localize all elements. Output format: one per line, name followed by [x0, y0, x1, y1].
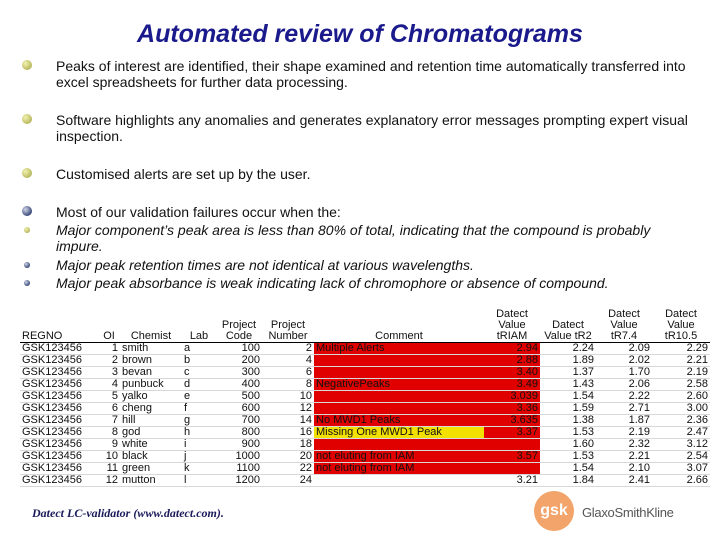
table-cell: 1200	[216, 475, 262, 487]
table-cell: 3.57	[484, 451, 540, 463]
table-cell	[314, 403, 484, 415]
table-cell: 11	[98, 463, 120, 475]
table-cell: GSK123456	[20, 451, 98, 463]
col-header: Project Code	[216, 306, 262, 343]
bullet-icon	[22, 206, 32, 216]
table-cell: No MWD1 Peaks	[314, 415, 484, 427]
table-cell: a	[182, 343, 216, 355]
table-cell: 2.60	[652, 391, 710, 403]
table-cell: 1.43	[540, 379, 596, 391]
table-cell: 3.039	[484, 391, 540, 403]
bullet-text-1: Peaks of interest are identified, their shape examined and retention time automatically transferred into excel spreadsheets for further data processing.	[56, 58, 686, 90]
col-header: Lab	[182, 306, 216, 343]
sub-bullet-icon	[24, 262, 30, 268]
table-cell: GSK123456	[20, 463, 98, 475]
table-cell: GSK123456	[20, 439, 98, 451]
table-cell: 2.19	[596, 427, 652, 439]
table-cell: 4	[262, 355, 314, 367]
table-cell: 12	[262, 403, 314, 415]
table-row	[20, 403, 710, 415]
table-cell	[314, 475, 484, 487]
bullet-text-2: Software highlights any anomalies and generates explanatory error messages prompting expert visual inspection.	[56, 112, 688, 144]
table-cell: 400	[216, 379, 262, 391]
table-cell: f	[182, 403, 216, 415]
col-header: OI	[98, 306, 120, 343]
table-cell: god	[120, 427, 182, 439]
table-cell: 2.94	[484, 343, 540, 355]
sub-bullet-text-1: Major component’s peak area is less than 80% of total, indicating that the compound is probably impure.	[56, 222, 651, 254]
table-cell: 2.54	[652, 451, 710, 463]
table-cell: punbuck	[120, 379, 182, 391]
table-row	[20, 463, 710, 475]
table-cell: b	[182, 355, 216, 367]
table-cell: GSK123456	[20, 391, 98, 403]
table-cell: 1.37	[540, 367, 596, 379]
table-cell: 3.40	[484, 367, 540, 379]
table-cell: Missing One MWD1 Peak	[314, 427, 484, 439]
table-cell: 2.21	[652, 355, 710, 367]
table-cell: 3.49	[484, 379, 540, 391]
table-cell: smith	[120, 343, 182, 355]
table-cell: GSK123456	[20, 415, 98, 427]
table-cell: 10	[262, 391, 314, 403]
table-row	[20, 391, 710, 403]
table-cell: 1.53	[540, 451, 596, 463]
table-cell: black	[120, 451, 182, 463]
table-cell: 200	[216, 355, 262, 367]
table-cell: 600	[216, 403, 262, 415]
table-cell: h	[182, 427, 216, 439]
bullet-text-3: Customised alerts are set up by the user.	[56, 166, 311, 182]
table-cell	[314, 367, 484, 379]
table-cell	[314, 355, 484, 367]
table-cell: 14	[262, 415, 314, 427]
table-cell: 6	[262, 367, 314, 379]
table-cell: bevan	[120, 367, 182, 379]
table-cell: j	[182, 451, 216, 463]
table-cell: GSK123456	[20, 475, 98, 487]
table-cell: 1.87	[596, 415, 652, 427]
table-cell: 1.84	[540, 475, 596, 487]
table-cell: 6	[98, 403, 120, 415]
table-cell: 8	[98, 427, 120, 439]
table-cell: 700	[216, 415, 262, 427]
col-header: Datect Value tR7.4	[596, 306, 652, 343]
col-header: Project Number	[262, 306, 314, 343]
table-cell: GSK123456	[20, 379, 98, 391]
table-cell: 2.09	[596, 343, 652, 355]
col-header: Datect Value tR10.5	[652, 306, 710, 343]
sub-bullet-icon	[24, 227, 30, 233]
table-cell: 100	[216, 343, 262, 355]
table-cell: 300	[216, 367, 262, 379]
table-row	[20, 439, 710, 451]
table-cell: d	[182, 379, 216, 391]
table-cell: g	[182, 415, 216, 427]
table-cell: 1.53	[540, 427, 596, 439]
sub-bullet-text-3: Major peak absorbance is weak indicating lack of chromophore or absence of compound.	[56, 275, 609, 291]
bullet-icon	[22, 168, 32, 178]
table-cell: 7	[98, 415, 120, 427]
table-cell: 1.54	[540, 463, 596, 475]
table-cell: 2.29	[652, 343, 710, 355]
table-cell: 1	[98, 343, 120, 355]
gsk-logo-icon: gsk	[534, 491, 574, 531]
table-cell: 18	[262, 439, 314, 451]
table-cell: i	[182, 439, 216, 451]
table-cell: 3.21	[484, 475, 540, 487]
table-cell: e	[182, 391, 216, 403]
table-cell: 4	[98, 379, 120, 391]
table-cell: 12	[98, 475, 120, 487]
table-row	[20, 475, 710, 487]
table-row	[20, 367, 710, 379]
table-cell: 24	[262, 475, 314, 487]
table-cell: 2	[98, 355, 120, 367]
table-cell: 10	[98, 451, 120, 463]
table-cell: 9	[98, 439, 120, 451]
table-cell: Multiple Alerts	[314, 343, 484, 355]
table-cell: brown	[120, 355, 182, 367]
table-cell: 1000	[216, 451, 262, 463]
table-cell: green	[120, 463, 182, 475]
table-cell: 3.37	[484, 427, 540, 439]
table-cell: 3.00	[652, 403, 710, 415]
table-row	[20, 415, 710, 427]
table-cell: 16	[262, 427, 314, 439]
col-header: Comment	[314, 306, 484, 343]
table-body	[20, 343, 710, 487]
table-cell: 5	[98, 391, 120, 403]
bullet-icon	[22, 114, 32, 124]
table-cell: yalko	[120, 391, 182, 403]
table-cell: white	[120, 439, 182, 451]
table-row	[20, 343, 710, 355]
table-cell: 800	[216, 427, 262, 439]
table-cell: l	[182, 475, 216, 487]
table-cell: 2.19	[652, 367, 710, 379]
table-cell: 2.24	[540, 343, 596, 355]
table-row	[20, 379, 710, 391]
table-cell: GSK123456	[20, 367, 98, 379]
table-cell	[484, 463, 540, 475]
table-cell: GSK123456	[20, 343, 98, 355]
bullet-text-4: Most of our validation failures occur when the:	[56, 204, 341, 220]
table-cell: 2.41	[596, 475, 652, 487]
col-header: REGNO	[20, 306, 98, 343]
sub-bullet-icon	[24, 280, 30, 286]
table-cell: 2.22	[596, 391, 652, 403]
table-cell: 2.06	[596, 379, 652, 391]
table-cell: 2.32	[596, 439, 652, 451]
table-cell: 1.70	[596, 367, 652, 379]
col-header: Chemist	[120, 306, 182, 343]
table-cell: 2.10	[596, 463, 652, 475]
table-cell: 3	[98, 367, 120, 379]
table-cell: 1.38	[540, 415, 596, 427]
table-cell: 1.89	[540, 355, 596, 367]
results-spreadsheet	[20, 306, 710, 489]
company-name: GlaxoSmithKline	[582, 505, 674, 520]
table-cell: 2	[262, 343, 314, 355]
table-cell: 3.07	[652, 463, 710, 475]
table-cell: 3.635	[484, 415, 540, 427]
slide-title: Automated review of Chromatograms	[137, 20, 583, 48]
table-cell: 2.21	[596, 451, 652, 463]
col-header: Datect Value tRIAM	[484, 306, 540, 343]
table-cell	[314, 439, 484, 451]
table-cell	[314, 391, 484, 403]
results-table	[20, 306, 710, 487]
table-cell: 2.71	[596, 403, 652, 415]
table-cell: 900	[216, 439, 262, 451]
table-cell: 2.88	[484, 355, 540, 367]
table-row	[20, 427, 710, 439]
table-cell: 2.58	[652, 379, 710, 391]
table-cell: k	[182, 463, 216, 475]
table-cell: GSK123456	[20, 355, 98, 367]
table-cell: hill	[120, 415, 182, 427]
table-cell: c	[182, 367, 216, 379]
table-cell: 8	[262, 379, 314, 391]
table-cell: GSK123456	[20, 403, 98, 415]
table-cell: 1100	[216, 463, 262, 475]
table-cell: not eluting from IAM	[314, 463, 484, 475]
table-header-row	[20, 306, 710, 343]
table-cell: 2.02	[596, 355, 652, 367]
bullet-icon	[22, 60, 32, 70]
table-cell: not eluting from IAM	[314, 451, 484, 463]
table-cell: GSK123456	[20, 427, 98, 439]
table-cell: 20	[262, 451, 314, 463]
footer-credit: Datect LC-validator (www.datect.com).	[32, 506, 224, 520]
table-cell: NegativePeaks	[314, 379, 484, 391]
col-header: Datect Value tR2	[540, 306, 596, 343]
table-cell	[484, 439, 540, 451]
table-cell: 500	[216, 391, 262, 403]
table-cell: 1.54	[540, 391, 596, 403]
table-row	[20, 451, 710, 463]
table-cell: 1.60	[540, 439, 596, 451]
table-cell: cheng	[120, 403, 182, 415]
table-row	[20, 355, 710, 367]
table-cell: 2.36	[652, 415, 710, 427]
table-cell: 2.66	[652, 475, 710, 487]
table-cell: 2.47	[652, 427, 710, 439]
table-cell: 1.59	[540, 403, 596, 415]
sub-bullet-text-2: Major peak retention times are not identical at various wavelengths.	[56, 257, 474, 273]
table-cell: 22	[262, 463, 314, 475]
table-cell: 3.12	[652, 439, 710, 451]
table-cell: 3.36	[484, 403, 540, 415]
table-cell: mutton	[120, 475, 182, 487]
